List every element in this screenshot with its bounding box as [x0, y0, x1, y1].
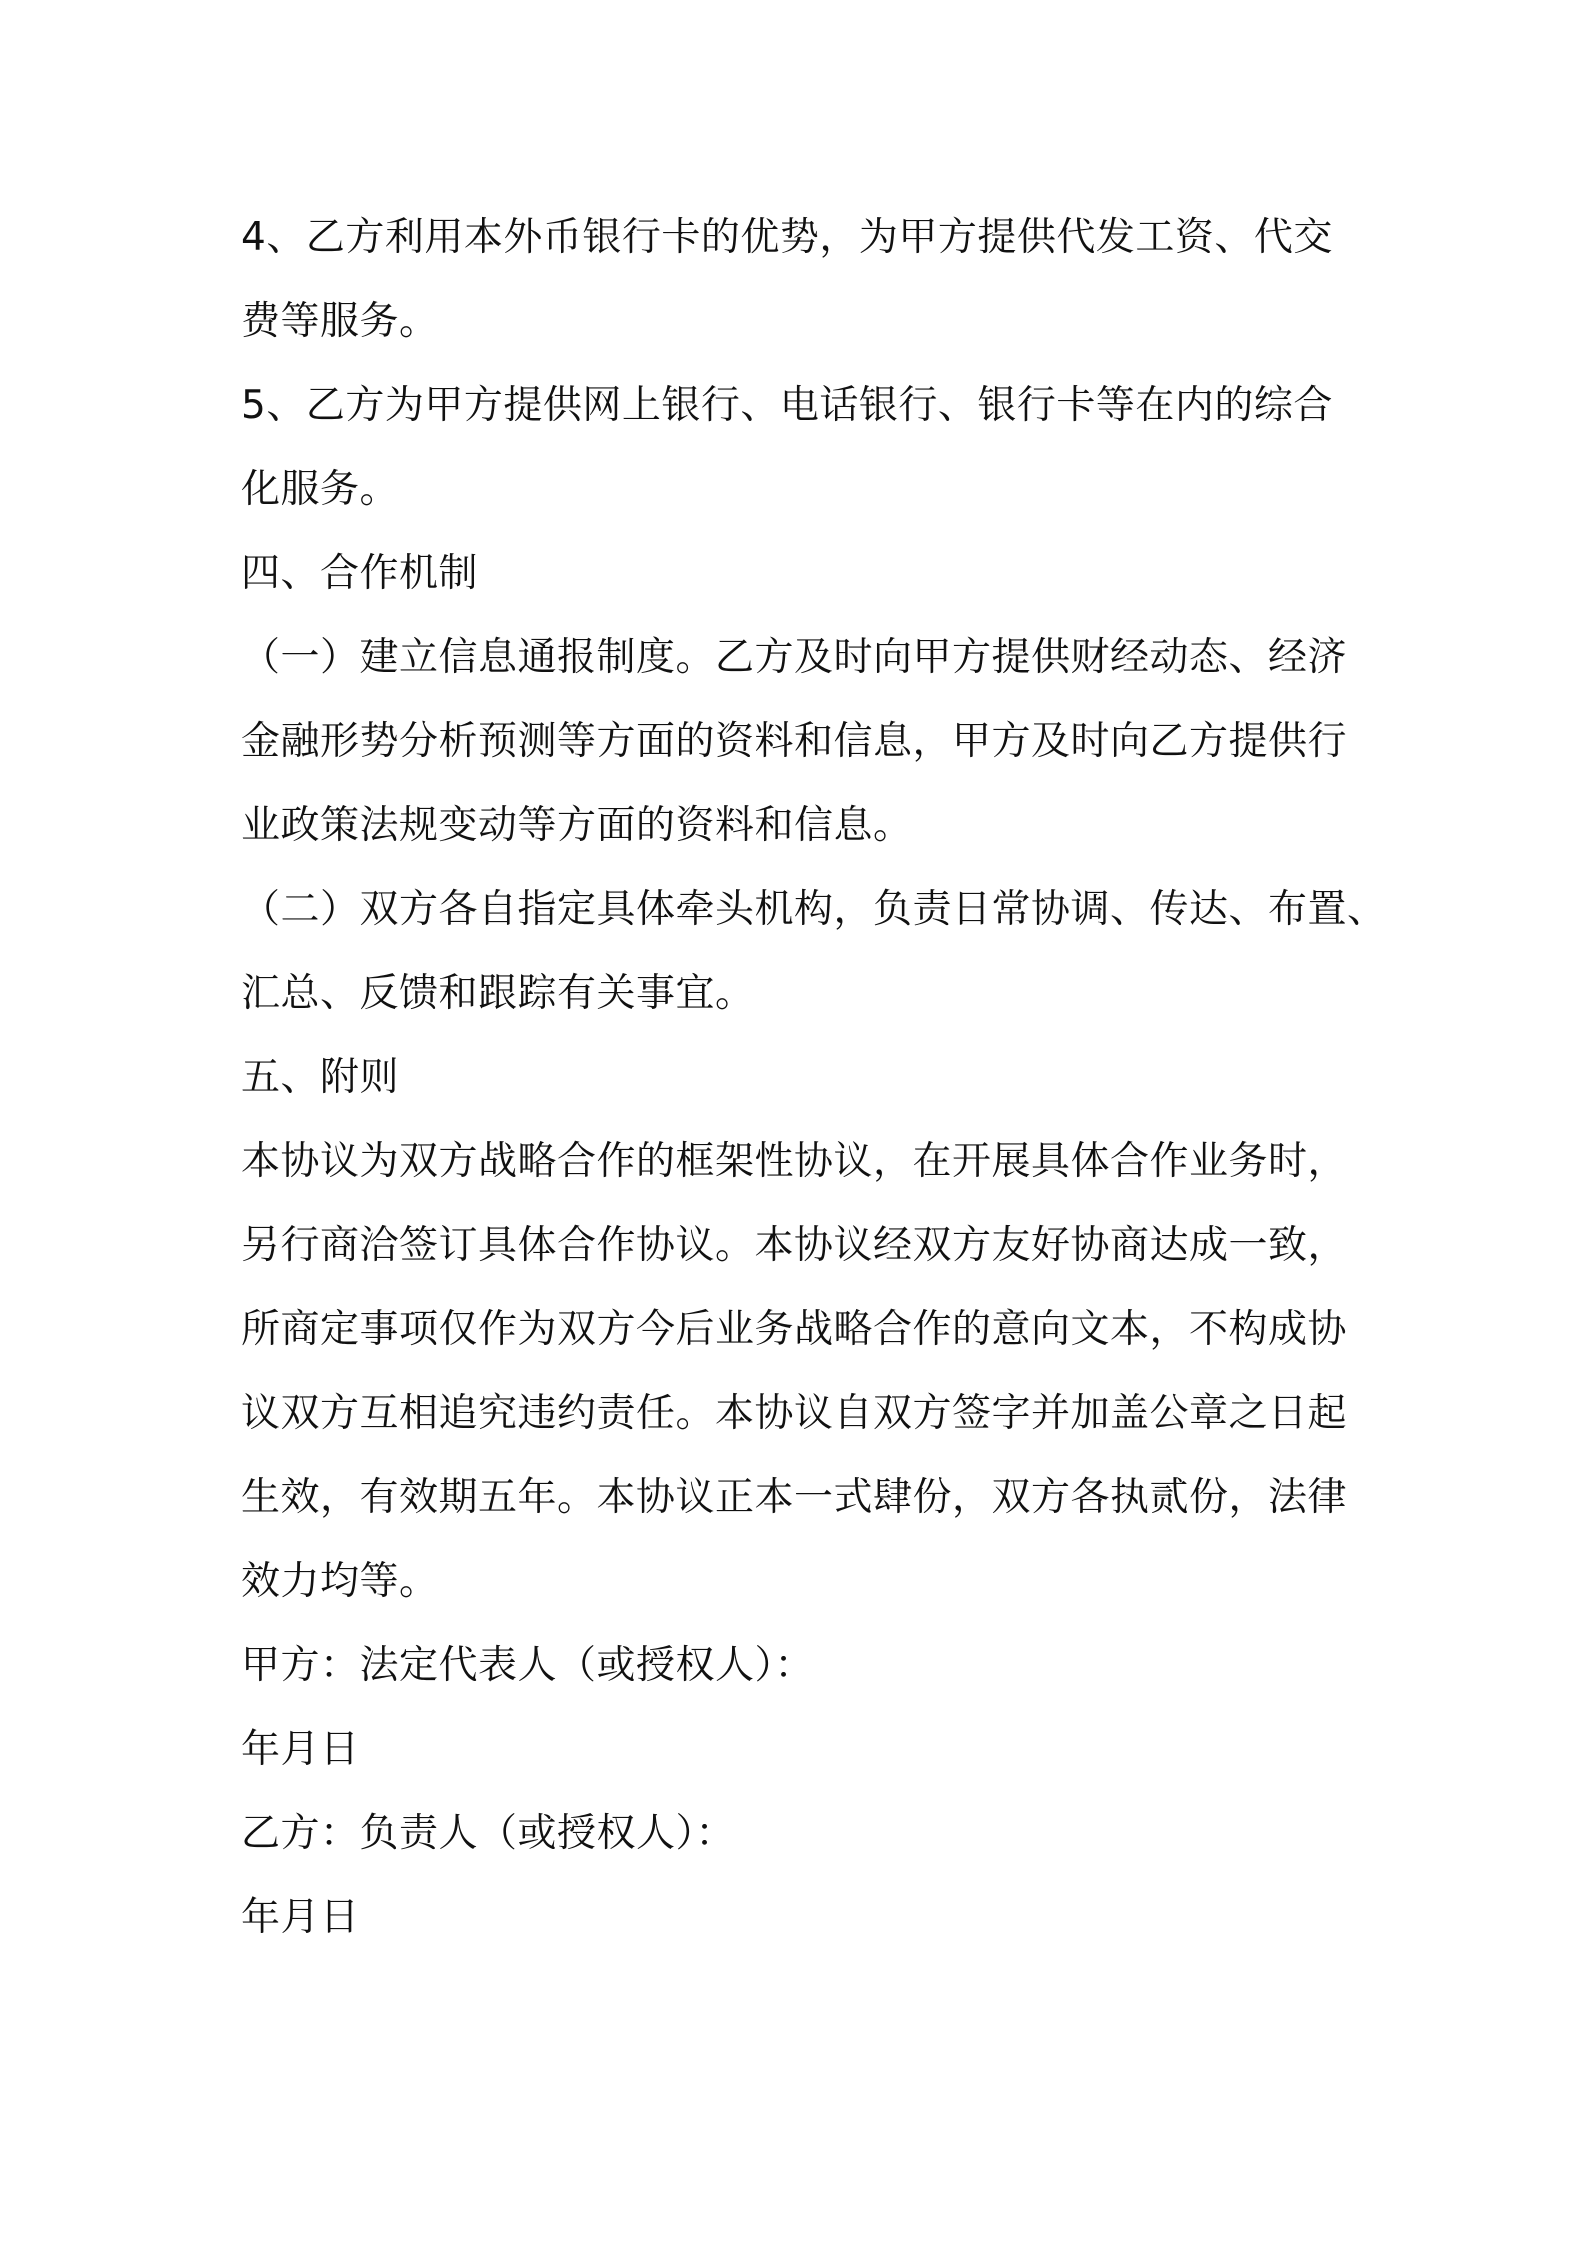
- mechanism-2-line-2: 汇总、反馈和跟踪有关事宜。: [241, 971, 755, 1016]
- supplementary-line-5: 生效，有效期五年。本协议正本一式肆份，双方各执贰份，法律: [241, 1475, 1348, 1520]
- document-body: [241, 196, 1387, 1960]
- supplementary-line-6: 效力均等。: [241, 1559, 439, 1604]
- clause-5-line-2: 化服务。: [241, 467, 400, 512]
- party-b-date-line: 年月日: [241, 1895, 360, 1940]
- clause-5-line-1: 5、乙方为甲方提供网上银行、电话银行、银行卡等在内的综合: [241, 383, 1333, 428]
- section-heading-supplementary: 五、附则: [241, 1055, 400, 1100]
- supplementary-line-1: 本协议为双方战略合作的框架性协议，在开展具体合作业务时，: [241, 1139, 1348, 1184]
- section-heading-cooperation-mechanism: 四、合作机制: [241, 551, 479, 596]
- mechanism-1-line-2: 金融形势分析预测等方面的资料和信息，甲方及时向乙方提供行: [241, 719, 1348, 764]
- clause-4-line-1: 4、乙方利用本外币银行卡的优势，为甲方提供代发工资、代交: [241, 215, 1333, 260]
- supplementary-line-3: 所商定事项仅作为双方今后业务战略合作的意向文本，不构成协: [241, 1307, 1348, 1352]
- party-b-signature-line: 乙方：负责人（或授权人）：: [241, 1811, 736, 1856]
- mechanism-1-line-1: （一）建立信息通报制度。乙方及时向甲方提供财经动态、经济: [241, 635, 1348, 680]
- clause-4-line-2: 费等服务。: [241, 299, 439, 344]
- mechanism-2-line-1: （二）双方各自指定具体牵头机构，负责日常协调、传达、布置、: [241, 887, 1387, 932]
- supplementary-line-2: 另行商洽签订具体合作协议。本协议经双方友好协商达成一致，: [241, 1223, 1348, 1268]
- party-a-date-line: 年月日: [241, 1727, 360, 1772]
- party-a-signature-line: 甲方：法定代表人（或授权人）：: [241, 1643, 815, 1688]
- supplementary-line-4: 议双方互相追究违约责任。本协议自双方签字并加盖公章之日起: [241, 1391, 1348, 1436]
- mechanism-1-line-3: 业政策法规变动等方面的资料和信息。: [241, 803, 913, 848]
